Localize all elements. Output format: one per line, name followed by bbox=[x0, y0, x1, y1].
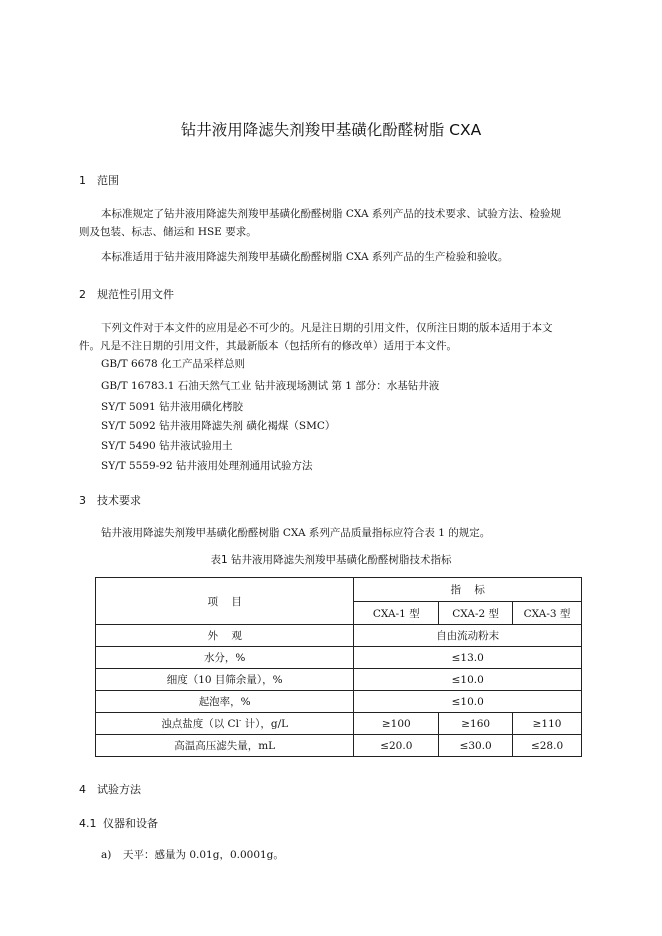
section-3-heading bbox=[79, 492, 141, 508]
section-title: 仪器和设备 bbox=[103, 817, 158, 830]
reference-item: SY/T 5091 钻井液用磺化栲胶 bbox=[101, 401, 244, 413]
row-item: 起泡率，% bbox=[96, 691, 354, 713]
table-row bbox=[96, 647, 582, 669]
row-value: ≤30.0 bbox=[439, 735, 513, 757]
scope-para-1-line-1: 本标准规定了钻井液用降滤失剂羧甲基磺化酚醛树脂 CXA 系列产品的技术要求、试验方法、检验规 bbox=[101, 208, 561, 220]
section-title: 技术要求 bbox=[97, 494, 141, 507]
row-item-pre: 浊点盐度（以 Cl bbox=[161, 718, 239, 730]
list-item-text: 天平：感量为 0.01g，0.0001g。 bbox=[123, 849, 284, 861]
row-item: 水分，% bbox=[96, 647, 354, 669]
section-number: 2 bbox=[79, 288, 86, 301]
row-item-post: 计），g/L bbox=[241, 718, 289, 730]
row-value: ≥160 bbox=[439, 713, 513, 735]
row-value: ≥110 bbox=[513, 713, 582, 735]
row-value: ≤13.0 bbox=[354, 647, 582, 669]
row-value: ≤10.0 bbox=[354, 691, 582, 713]
table-row bbox=[96, 691, 582, 713]
section-number: 1 bbox=[79, 174, 86, 187]
table-row bbox=[96, 669, 582, 691]
row-value: ≤28.0 bbox=[513, 735, 582, 757]
references-intro-line-1: 下列文件对于本文件的应用是必不可少的。凡是注日期的引用文件，仅所注日期的版本适用于本文 bbox=[101, 322, 553, 334]
header-model: CXA-1 型 bbox=[354, 602, 439, 625]
row-item-superscript: - bbox=[238, 716, 242, 725]
section-4-1-heading bbox=[79, 815, 158, 831]
row-value: ≤20.0 bbox=[354, 735, 439, 757]
section-number: 4 bbox=[79, 783, 86, 796]
reference-item: GB/T 16783.1 石油天然气工业 钻井液现场测试 第 1 部分：水基钻井液 bbox=[101, 380, 440, 392]
reference-item: SY/T 5490 钻井液试验用土 bbox=[101, 440, 233, 452]
section-title: 规范性引用文件 bbox=[97, 288, 174, 301]
table-row bbox=[96, 713, 582, 735]
document-title: 钻井液用降滤失剂羧甲基磺化酚醛树脂 CXA bbox=[180, 121, 482, 139]
list-item-label: a) bbox=[101, 849, 112, 861]
references-intro-line-2: 件。凡是不注日期的引用文件，其最新版本（包括所有的修改单）适用于本文件。 bbox=[79, 340, 457, 352]
row-value: 自由流动粉末 bbox=[354, 625, 582, 647]
reference-item: GB/T 6678 化工产品采样总则 bbox=[101, 358, 246, 370]
header-model: CXA-2 型 bbox=[439, 602, 513, 625]
spec-table bbox=[95, 577, 582, 757]
section-2-heading bbox=[79, 286, 174, 302]
section-title: 试验方法 bbox=[97, 783, 141, 796]
row-item: 细度（10 目筛余量），% bbox=[96, 669, 354, 691]
section-1-heading bbox=[79, 172, 119, 188]
reference-item: SY/T 5092 钻井液用降滤失剂 磺化褐煤（SMC） bbox=[101, 420, 336, 432]
table-caption: 表1 钻井液用降滤失剂羧甲基磺化酚醛树脂技术指标 bbox=[210, 554, 452, 566]
section-number: 3 bbox=[79, 494, 86, 507]
header-model: CXA-3 型 bbox=[513, 602, 582, 625]
row-value: ≤10.0 bbox=[354, 669, 582, 691]
table-row bbox=[96, 625, 582, 647]
section-title: 范围 bbox=[97, 174, 119, 187]
row-value: ≥100 bbox=[354, 713, 439, 735]
row-item: 外 观 bbox=[96, 625, 354, 647]
scope-para-2: 本标准适用于钻井液用降滤失剂羧甲基磺化酚醛树脂 CXA 系列产品的生产检验和验收。 bbox=[101, 251, 509, 263]
reference-item: SY/T 5559-92 钻井液用处理剂通用试验方法 bbox=[101, 460, 313, 472]
header-index: 指 标 bbox=[354, 578, 582, 602]
section-4-heading bbox=[79, 781, 141, 797]
scope-para-1-line-2: 则及包装、标志、储运和 HSE 要求。 bbox=[79, 226, 257, 238]
requirements-para: 钻井液用降滤失剂羧甲基磺化酚醛树脂 CXA 系列产品质量指标应符合表 1 的规定。 bbox=[101, 527, 491, 539]
row-item bbox=[96, 713, 354, 735]
header-item: 项 目 bbox=[96, 578, 354, 625]
section-number: 4.1 bbox=[79, 817, 97, 830]
table-row bbox=[96, 735, 582, 757]
row-item: 高温高压滤失量，mL bbox=[96, 735, 354, 757]
list-item bbox=[101, 846, 284, 864]
